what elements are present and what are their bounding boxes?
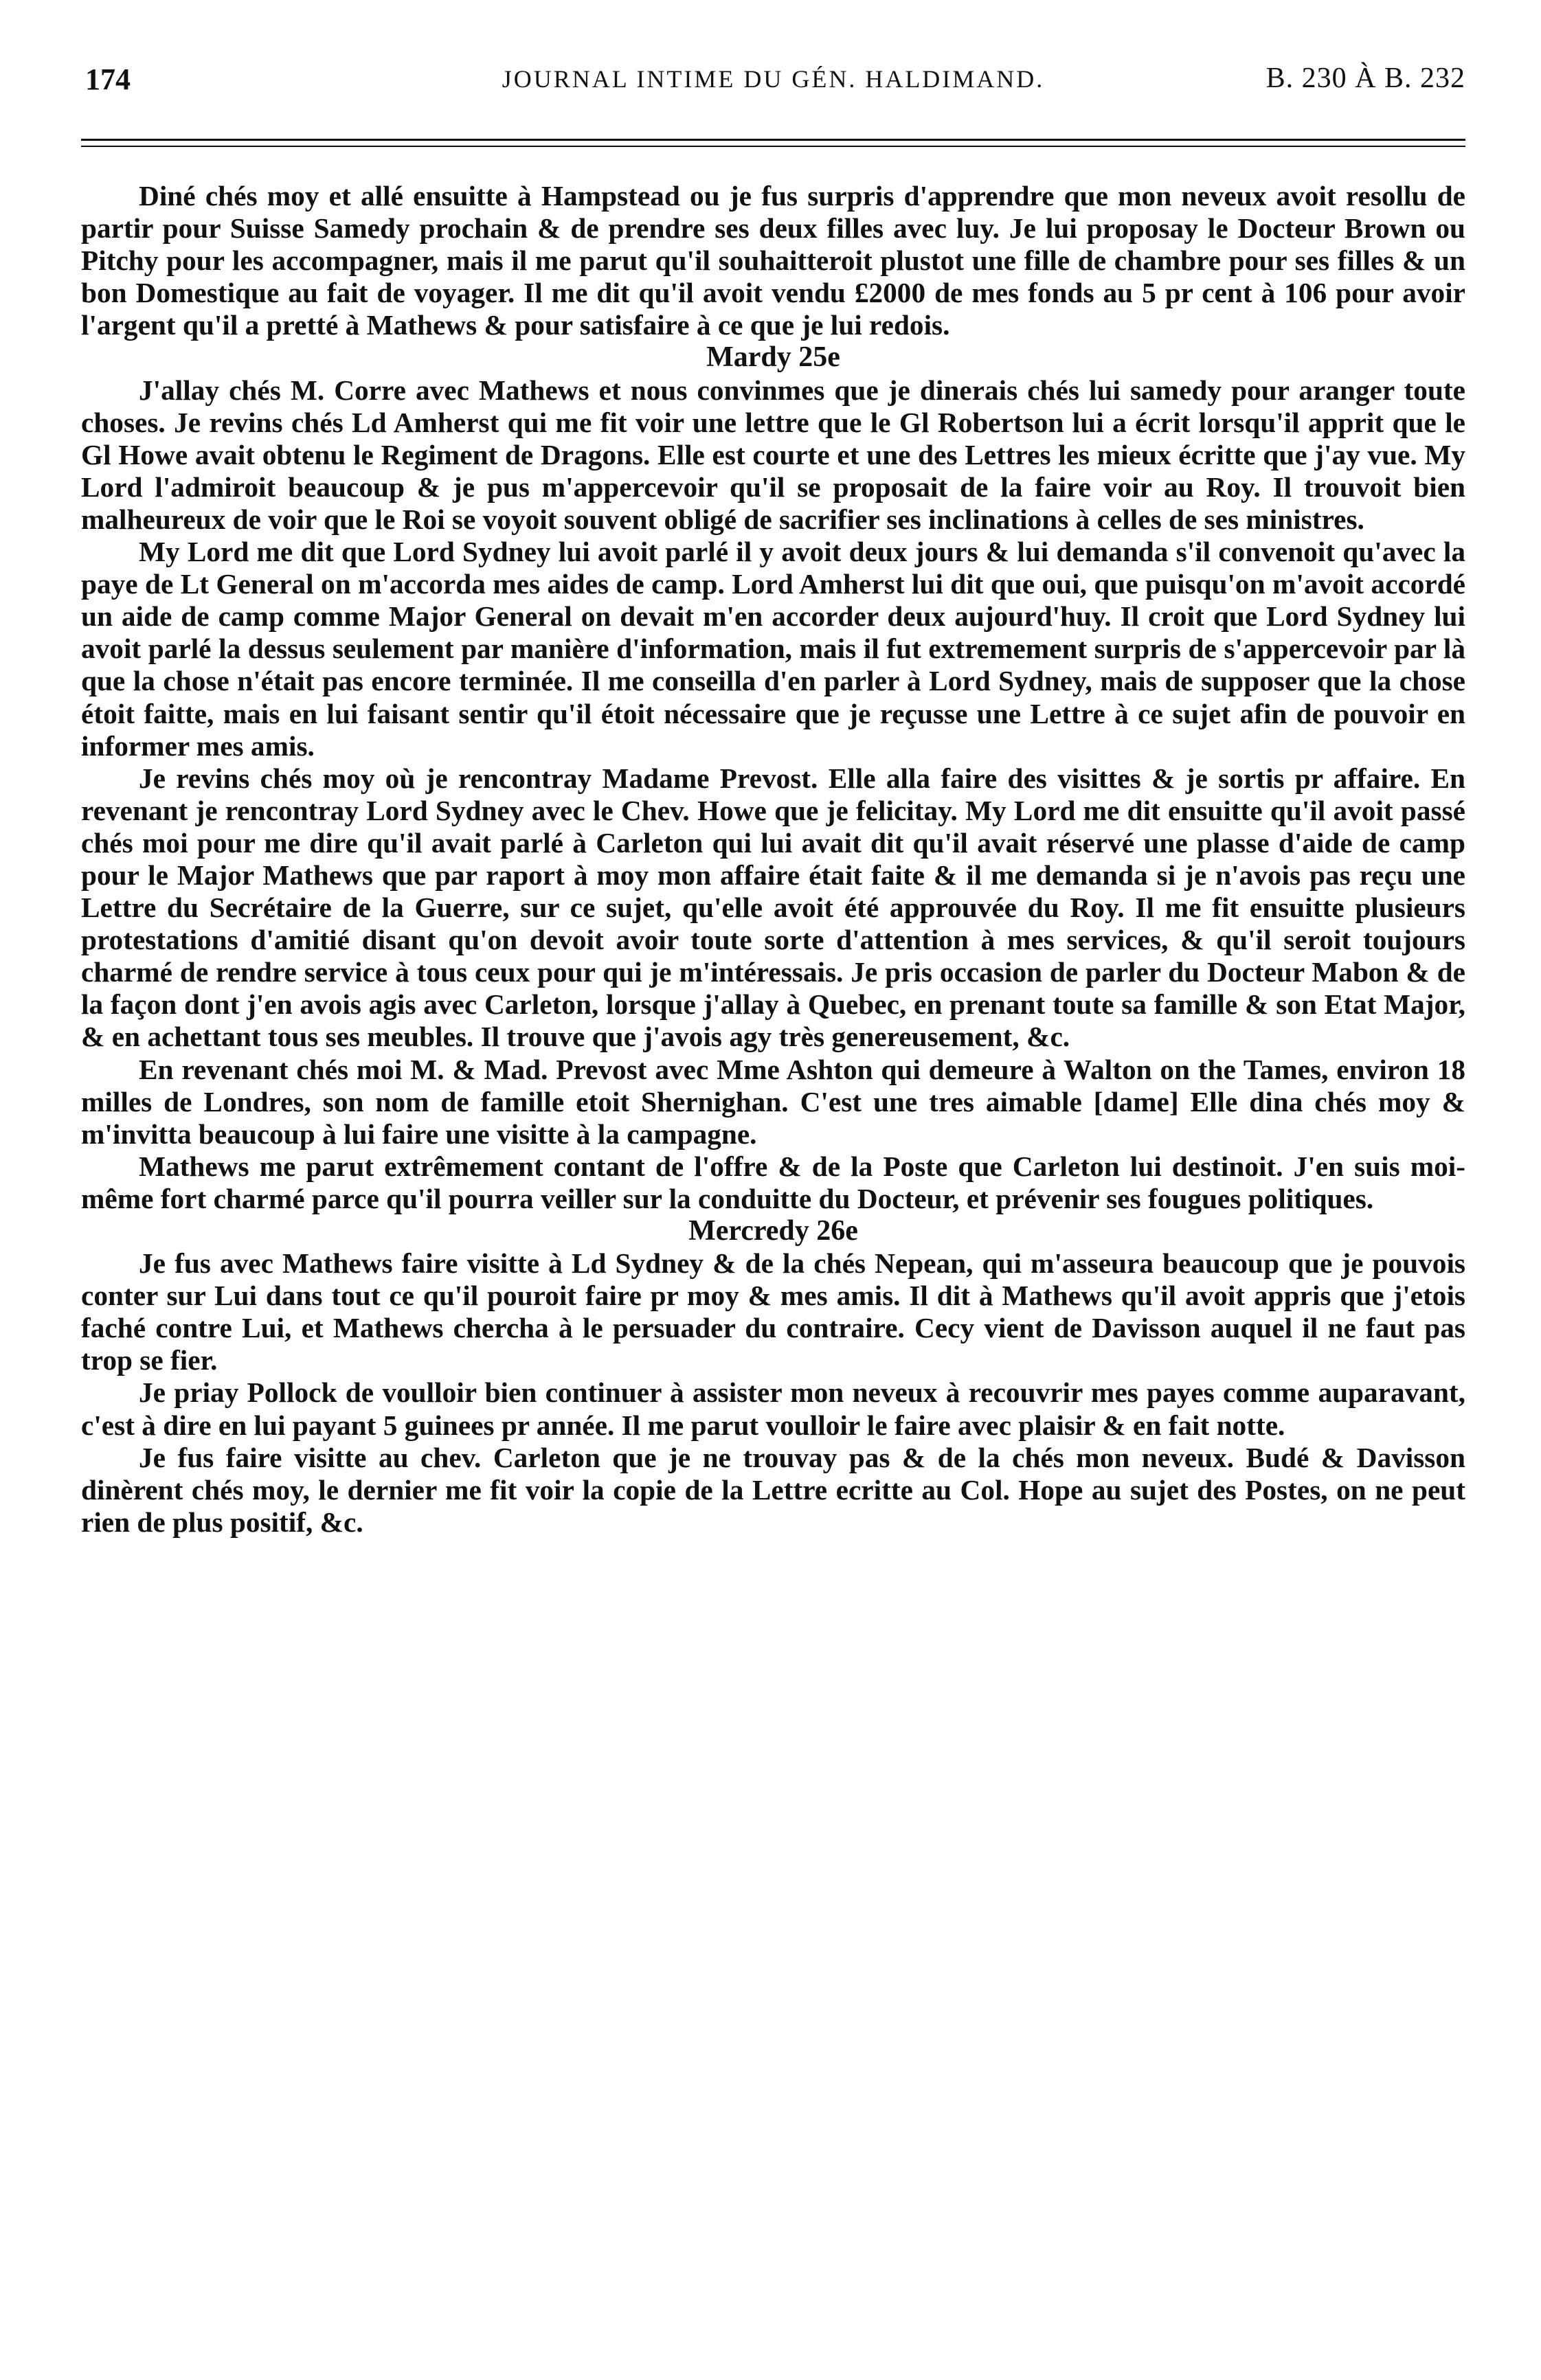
paragraph: My Lord me dit que Lord Sydney lui avoit parlé il y avoit deux jours & lui demanda s'il convenoit qu'avec la paye de Lt General on m'accorda mes aides de camp. Lord Amherst lui dit que oui, que puisqu'on m'avoit accordé un aide de camp comme Major General on devait m'en accorder deux aujourd'huy. Il croit que Lord Sydney lui avoit parlé la dessus seulement par manière d'information, mais il fut extremement surpris de s'appercevoir par là que la chose n'était pas encore terminée. Il me conseilla d'en parler à Lord Sydney, mais de supposer que la chose étoit faitte, mais en lui faisant sentir qu'il étoit nécessaire que je reçusse une Lettre à ce sujet afin de pouvoir en informer mes amis. <box>81 536 1465 762</box>
paragraph: Mathews me parut extrêmement contant de l'offre & de la Poste que Carleton lui destinoit. J'en suis moi-même fort charmé parce qu'il pourra veiller sur la conduitte du Docteur, et prévenir ses fougues politiques. <box>81 1150 1465 1214</box>
page-header <box>81 62 1465 103</box>
paragraph: Je revins chés moy où je rencontray Madame Prevost. Elle alla faire des visittes & je sortis pr affaire. En revenant je rencontray Lord Sydney avec le Chev. Howe que je felicitay. My Lord me dit ensuitte qu'il avoit passé chés moi pour me dire qu'il avait parlé à Carleton qui lui avait dit qu'il avait réservé une plasse d'aide de camp pour le Major Mathews que par raport à moy mon affaire était faite & il me demanda si je n'avois pas reçu une Lettre du Secrétaire de la Guerre, sur ce sujet, qu'elle avoit été approuvée du Roy. Il me fit ensuitte plusieurs protestations d'amitié disant qu'on devoit avoir toute sorte d'attention à mes services, & qu'il seroit toujours charmé de rendre service à tous ceux pour qui je m'intéressais. Je pris occasion de parler du Docteur Mabon & de la façon dont j'en avois agis avec Carleton, lorsque j'allay à Quebec, en prenant toute sa famille & son Etat Major, & en achettant tous ses meubles. Il trouve que j'avois agy très genereusement, &c. <box>81 762 1465 1053</box>
archive-reference: B. 230 À B. 232 <box>1266 63 1465 94</box>
header-rule <box>81 139 1465 141</box>
paragraph: Je fus avec Mathews faire visitte à Ld Sydney & de la chés Nepean, qui m'asseura beaucoup que je pouvois conter sur Lui dans tout ce qu'il pouroit faire pr moy & mes amis. Il dit à Mathews qu'il avoit appris que j'etois faché contre Lui, et Mathews chercha à le persuader du contraire. Cecy vient de Davisson auquel il ne faut pas trop se fier. <box>81 1247 1465 1376</box>
date-heading: Mercredy 26e <box>688 1215 858 1247</box>
paragraph: Diné chés moy et allé ensuitte à Hampstead ou je fus surpris d'apprendre que mon neveux avoit resollu de partir pour Suisse Samedy prochain & de prendre ses deux filles avec luy. Je lui proposay le Docteur Brown ou Pitchy pour les accompagner, mais il me parut qu'il souhaitteroit plustot une fille de chambre pour ses filles & un bon Domestique au fait de voyager. Il me dit qu'il avoit vendu £2000 de mes fonds au 5 pr cent à 106 pour avoir l'argent qu'il a pretté à Mathews & pour satisfaire à ce que je lui redois. <box>81 180 1465 341</box>
journal-body <box>81 180 1465 1539</box>
date-heading: Mardy 25e <box>706 341 840 374</box>
paragraph: En revenant chés moi M. & Mad. Prevost avec Mme Ashton qui demeure à Walton on the Tames, environ 18 milles de Londres, son nom de famille etoit Shernighan. C'est une tres aimable [dame] Elle dina chés moy & m'invitta beaucoup à lui faire une visitte à la campagne. <box>81 1053 1465 1150</box>
header-rule-secondary <box>81 146 1465 147</box>
page <box>81 62 1465 1539</box>
paragraph: J'allay chés M. Corre avec Mathews et nous convinmes que je dinerais chés lui samedy pour aranger toute choses. Je revins chés Ld Amherst qui me fit voir une lettre que le Gl Robertson lui a écrit lorsqu'il apprit que le Gl Howe avait obtenu le Regiment de Dragons. Elle est courte et une des Lettres les mieux écritte que j'ay vue. My Lord l'admiroit beaucoup & je pus m'appercevoir qu'il se proposait de la faire voir au Roy. Il trouvoit bien malheureux de voir que le Roi se voyoit souvent obligé de sacrifier ses inclinations à celles de ses ministres. <box>81 374 1465 535</box>
paragraph: Je fus faire visitte au chev. Carleton que je ne trouvay pas & de la chés mon neveux. Budé & Davisson dinèrent chés moy, le dernier me fit voir la copie de la Lettre ecritte au Col. Hope au sujet des Postes, on ne peut rien de plus positif, &c. <box>81 1441 1465 1538</box>
paragraph: Je priay Pollock de voulloir bien continuer à assister mon neveux à recouvrir mes payes comme auparavant, c'est à dire en lui payant 5 guinees pr année. Il me parut voulloir le faire avec plaisir & en fait notte. <box>81 1376 1465 1441</box>
page-number: 174 <box>85 63 131 96</box>
running-title: JOURNAL INTIME DU GÉN. HALDIMAND. <box>502 65 1045 93</box>
